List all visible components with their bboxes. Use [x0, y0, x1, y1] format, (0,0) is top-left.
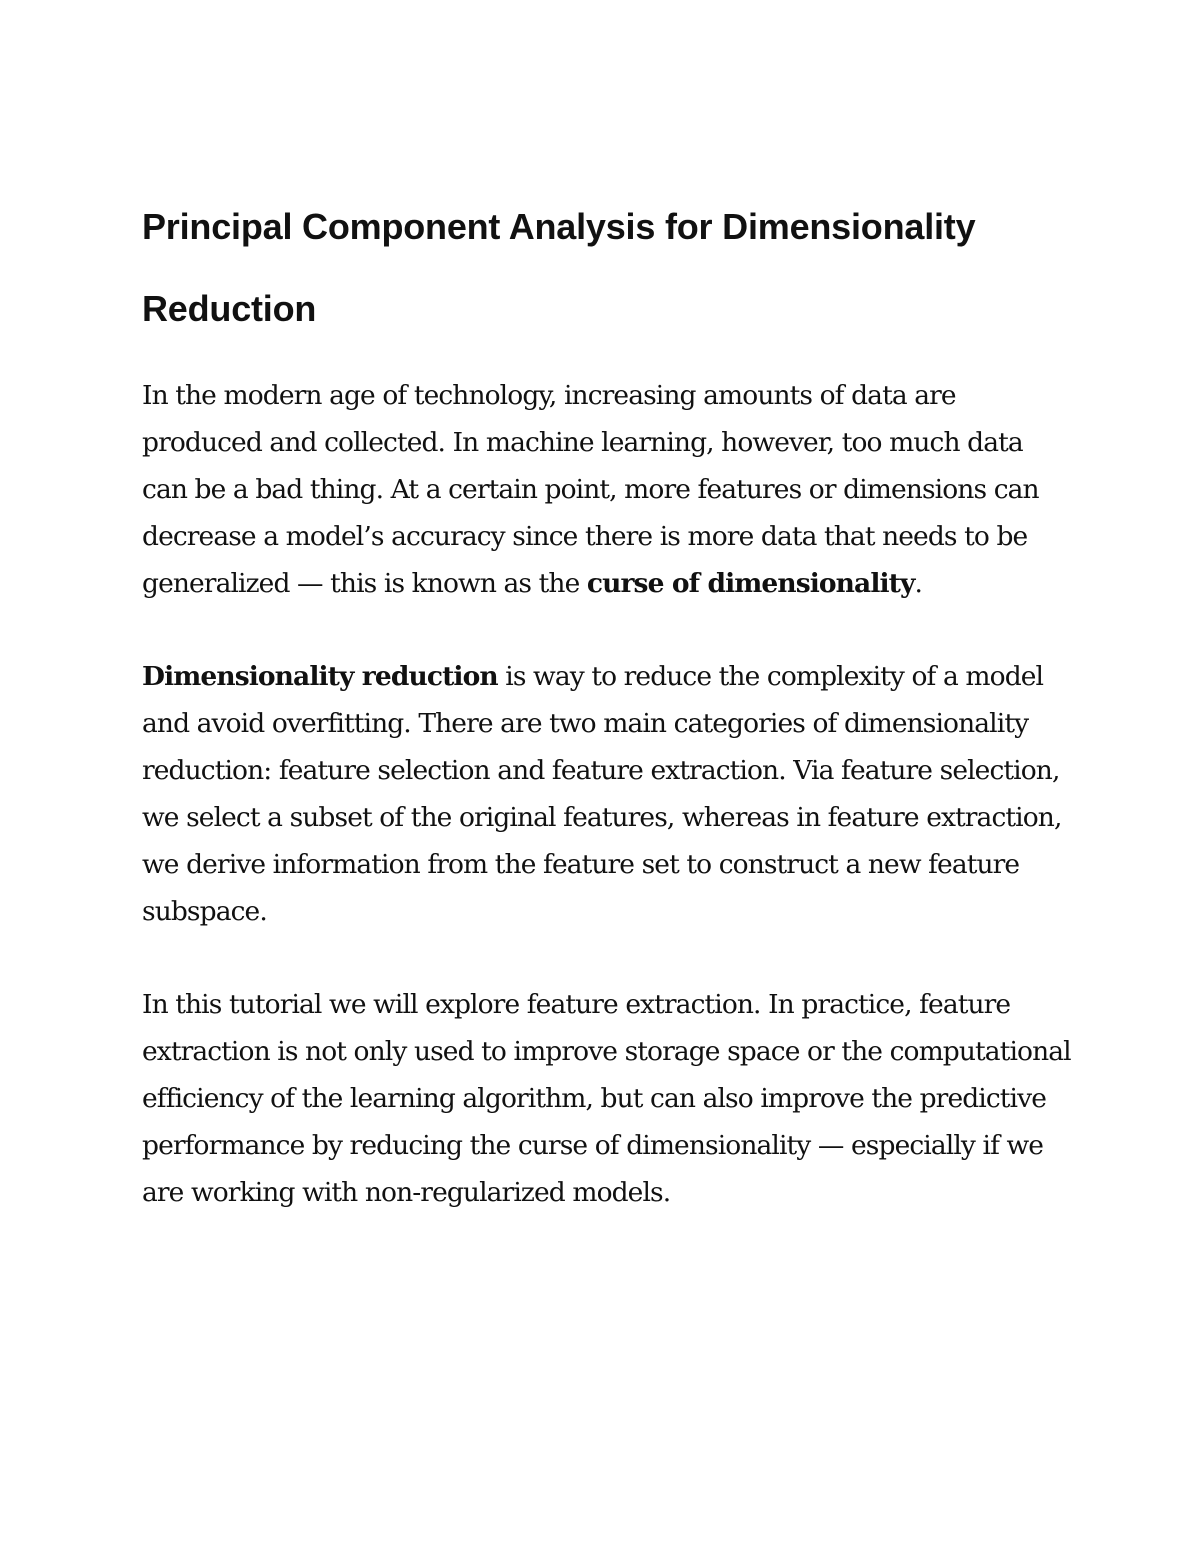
- paragraph-feature-extraction: [142, 981, 1072, 1216]
- paragraph-dimensionality-reduction: [142, 653, 1072, 935]
- paragraph-text: In the modern age of technology, increasing amounts of data are produced and collected. In machine learning, however, too much data can be a bad thing. At a certain point, more features or dimensions can decrease a model’s accuracy since there is more data that needs to be generalized — this is known as the: [142, 380, 1039, 599]
- paragraph-text: In this tutorial we will explore feature extraction. In practice, feature extraction is not only used to improve storage space or the computational efficiency of the learning algorithm, but can also improve the predictive performance by reducing the curse of dimensionality — especially if we are working with non-regularized models.: [142, 989, 1071, 1208]
- document-title: Principal Component Analysis for Dimensionality Reduction: [142, 206, 976, 329]
- paragraph-text: is way to reduce the complexity of a model and avoid overfitting. There are two main categories of dimensionality reduction: feature selection and feature extraction. Via feature selection, we select a subset of the original features, whereas in feature extraction, we derive information from the feature set to construct a new feature subspace.: [142, 661, 1062, 927]
- bold-term-curse-of-dimensionality: curse of dimensionality: [586, 568, 915, 599]
- document-body: [142, 186, 1072, 1262]
- paragraph-curse-of-dimensionality: [142, 372, 1072, 607]
- paragraph-text: .: [914, 568, 923, 599]
- bold-term-dimensionality-reduction: Dimensionality reduction: [142, 661, 498, 692]
